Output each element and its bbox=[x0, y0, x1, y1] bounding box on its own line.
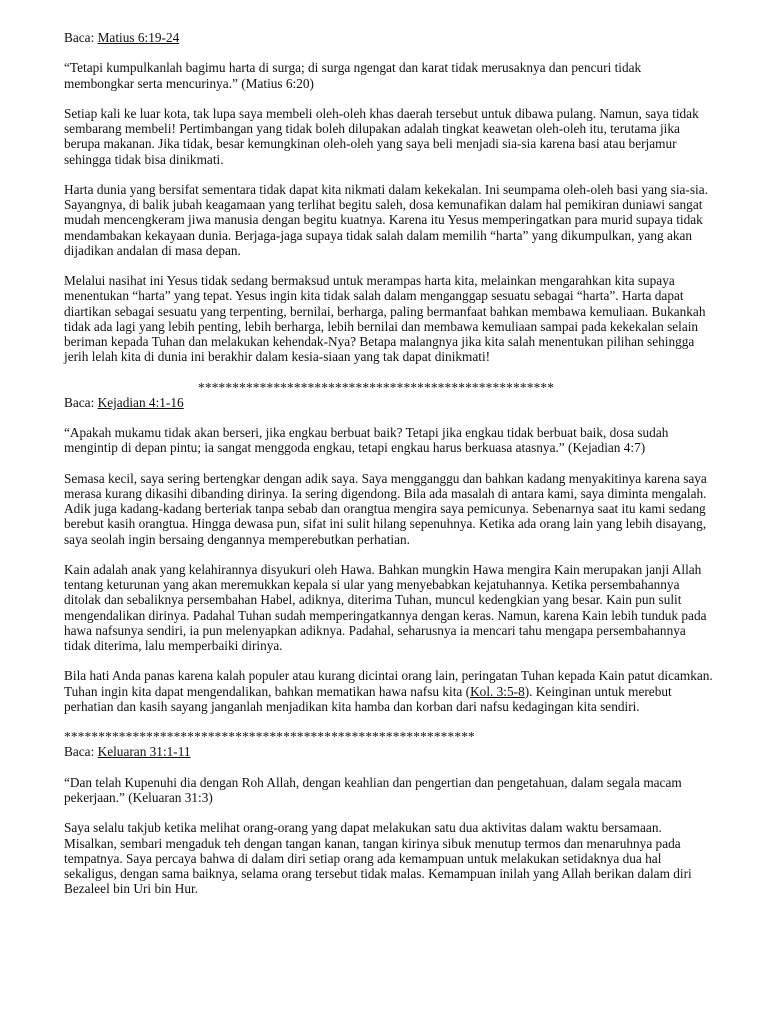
reading-reference bbox=[64, 30, 714, 45]
paragraph: Harta dunia yang bersifat sementara tidak dapat kita nikmati dalam kekekalan. Ini seumpama oleh-oleh basi yang sia-sia. Sayangnya, di balik jubah keagamaan yang terlihat begitu saleh, dosa kemunafikan dalam hal pemikiran duniawi sangat mudah mencengkeram jiwa manusia dengan begitu kuatnya. Karena itu Yesus memperingatkan para murid supaya tidak mendambakan kekayaan dunia. Berjaga-jaga supaya tidak salah dalam memilih “harta” yang dikumpulkan, yang akan dijadikan andalan di masa depan. bbox=[64, 181, 708, 258]
paragraph: Saya selalu takjub ketika melihat orang-orang yang dapat melakukan satu dua aktivitas dalam waktu bersamaan. Misalkan, sembari mengaduk teh dengan tangan kanan, tangan kirinya sibuk menutup termos dan menaruhnya pada tempatnya. Saya percaya bahwa di dalam diri setiap orang ada kemampuan untuk melakukan setidaknya dua hal sekaligus, dengan sama baiknya, selama orang tersebut tidak malas. Kemampuan inilah yang Allah berikan dalam diri Bezaleel bin Uri bin Hur. bbox=[64, 820, 692, 897]
section-separator: ************************************************************ bbox=[64, 729, 475, 745]
reading-reference bbox=[64, 744, 714, 759]
paragraph: Semasa kecil, saya sering bertengkar dengan adik saya. Saya mengganggu dan bahkan kadang menyakitinya karena saya merasa kurang dikasihi dibanding dirinya. Ia sering digendong. Bila ada masalah di antara kami, saya diminta mengalah. Adik juga kadang-kadang berteriak tanpa sebab dan orangtua mengira saya pemicunya. Sebenarnya saat itu kami sedang berebut kasih orangtua. Hingga dewasa pun, sifat ini sulit hilang sepenuhnya. Ketika ada orang lain yang lebih disayang, saya seolah ingin bersaing dengannya memperebutkan perhatian. bbox=[64, 470, 707, 547]
paragraph bbox=[64, 668, 714, 714]
baca-label: Baca: bbox=[64, 744, 95, 760]
key-verse-quote: “Dan telah Kupenuhi dia dengan Roh Allah, dengan keahlian dan pengertian dan pengetahuan, dalam segala macam pekerjaan.” (Keluaran 31:3) bbox=[64, 774, 682, 805]
paragraph: Setiap kali ke luar kota, tak lupa saya membeli oleh-oleh khas daerah tersebut untuk dibawa pulang. Namun, saya tidak sembarang membeli! Pertimbangan yang tidak boleh dilupakan adalah tingkat keawetan oleh-oleh itu, terutama jika berupa makanan. Jika tidak, besar kemungkinan oleh-oleh yang saya beli menjadi sia-sia karena basi atau berjamur sehingga tidak bisa dinikmati. bbox=[64, 105, 699, 167]
paragraph-text: ). Keinginan untuk merebut perhatian dan kasih sayang janganlah menjadikan kita hamba dan korban dari nafsu kedagingan kita sendiri. bbox=[64, 683, 672, 714]
document-page bbox=[64, 30, 714, 896]
key-verse-quote: “Tetapi kumpulkanlah bagimu harta di surga; di surga ngengat dan karat tidak merusaknya dan pencuri tidak membongkar serta mencurinya.” (Matius 6:20) bbox=[64, 60, 642, 91]
scripture-inline-link[interactable]: Kol. 3:5-8 bbox=[470, 683, 525, 699]
scripture-link[interactable]: Kejadian 4:1-16 bbox=[97, 394, 184, 410]
section-separator: **************************************************** bbox=[198, 379, 555, 395]
key-verse-quote: “Apakah mukamu tidak akan berseri, jika engkau berbuat baik? Tetapi jika engkau tidak berbuat baik, dosa sudah mengintip di depan pintu; ia sangat menggoda engkau, tetapi engkau harus berkuasa atasnya.” (Kejadian 4:7) bbox=[64, 425, 669, 456]
baca-label: Baca: bbox=[64, 394, 95, 410]
scripture-link[interactable]: Matius 6:19-24 bbox=[97, 30, 180, 45]
reading-reference bbox=[64, 395, 714, 410]
baca-label: Baca: bbox=[64, 30, 95, 45]
paragraph: Kain adalah anak yang kelahirannya disyukuri oleh Hawa. Bahkan mungkin Hawa mengira Kain merupakan janji Allah tentang keturunan yang akan meremukkan kepala si ular yang menyebabkan kejatuhannya. Ketika persembahannya ditolak dan sebaliknya persembahan Habel, adiknya, diterima Tuhan, muncul kedengkian yang besar. Kain pun sulit mengendalikan dirinya. Padahal Tuhan sudah memperingatkannya dengan keras. Namun, karena Kain lebih tunduk pada hawa nafsunya sendiri, ia pun melenyapkan adiknya. Padahal, seharusnya ia mencari tahu mengapa persembahannya tidak diterima, lalu memperbaiki dirinya. bbox=[64, 561, 707, 653]
scripture-link[interactable]: Keluaran 31:1-11 bbox=[97, 744, 191, 760]
paragraph: Melalui nasihat ini Yesus tidak sedang bermaksud untuk merampas harta kita, melainkan mengarahkan kita supaya menentukan “harta” yang tepat. Yesus ingin kita tidak salah dalam menganggap sesuatu sebagai “harta”. Harta dapat diartikan sebagai sesuatu yang terpenting, bernilai, berharga, paling bermanfaat bahkan membawa kemuliaan. Bukankah tidak ada lagi yang lebih penting, lebih berharga, lebih bernilai dan membawa kemuliaan sampai pada kekekalan selain beriman kepada Tuhan dan melakukan kehendak-Nya? Betapa malangnya jika kita salah menentukan pilihan sehingga jerih lelah kita di dunia ini berakhir dalam kesia-siaan yang tak dapat dinikmati! bbox=[64, 273, 706, 365]
paragraph-text: Bila hati Anda panas karena kalah populer atau kurang dicintai orang lain, peringatan Tuhan kepada Kain patut dicamkan. Tuhan ingin kita dapat mengendalikan, bahkan mematikan hawa nafsu kita ( bbox=[64, 668, 713, 699]
